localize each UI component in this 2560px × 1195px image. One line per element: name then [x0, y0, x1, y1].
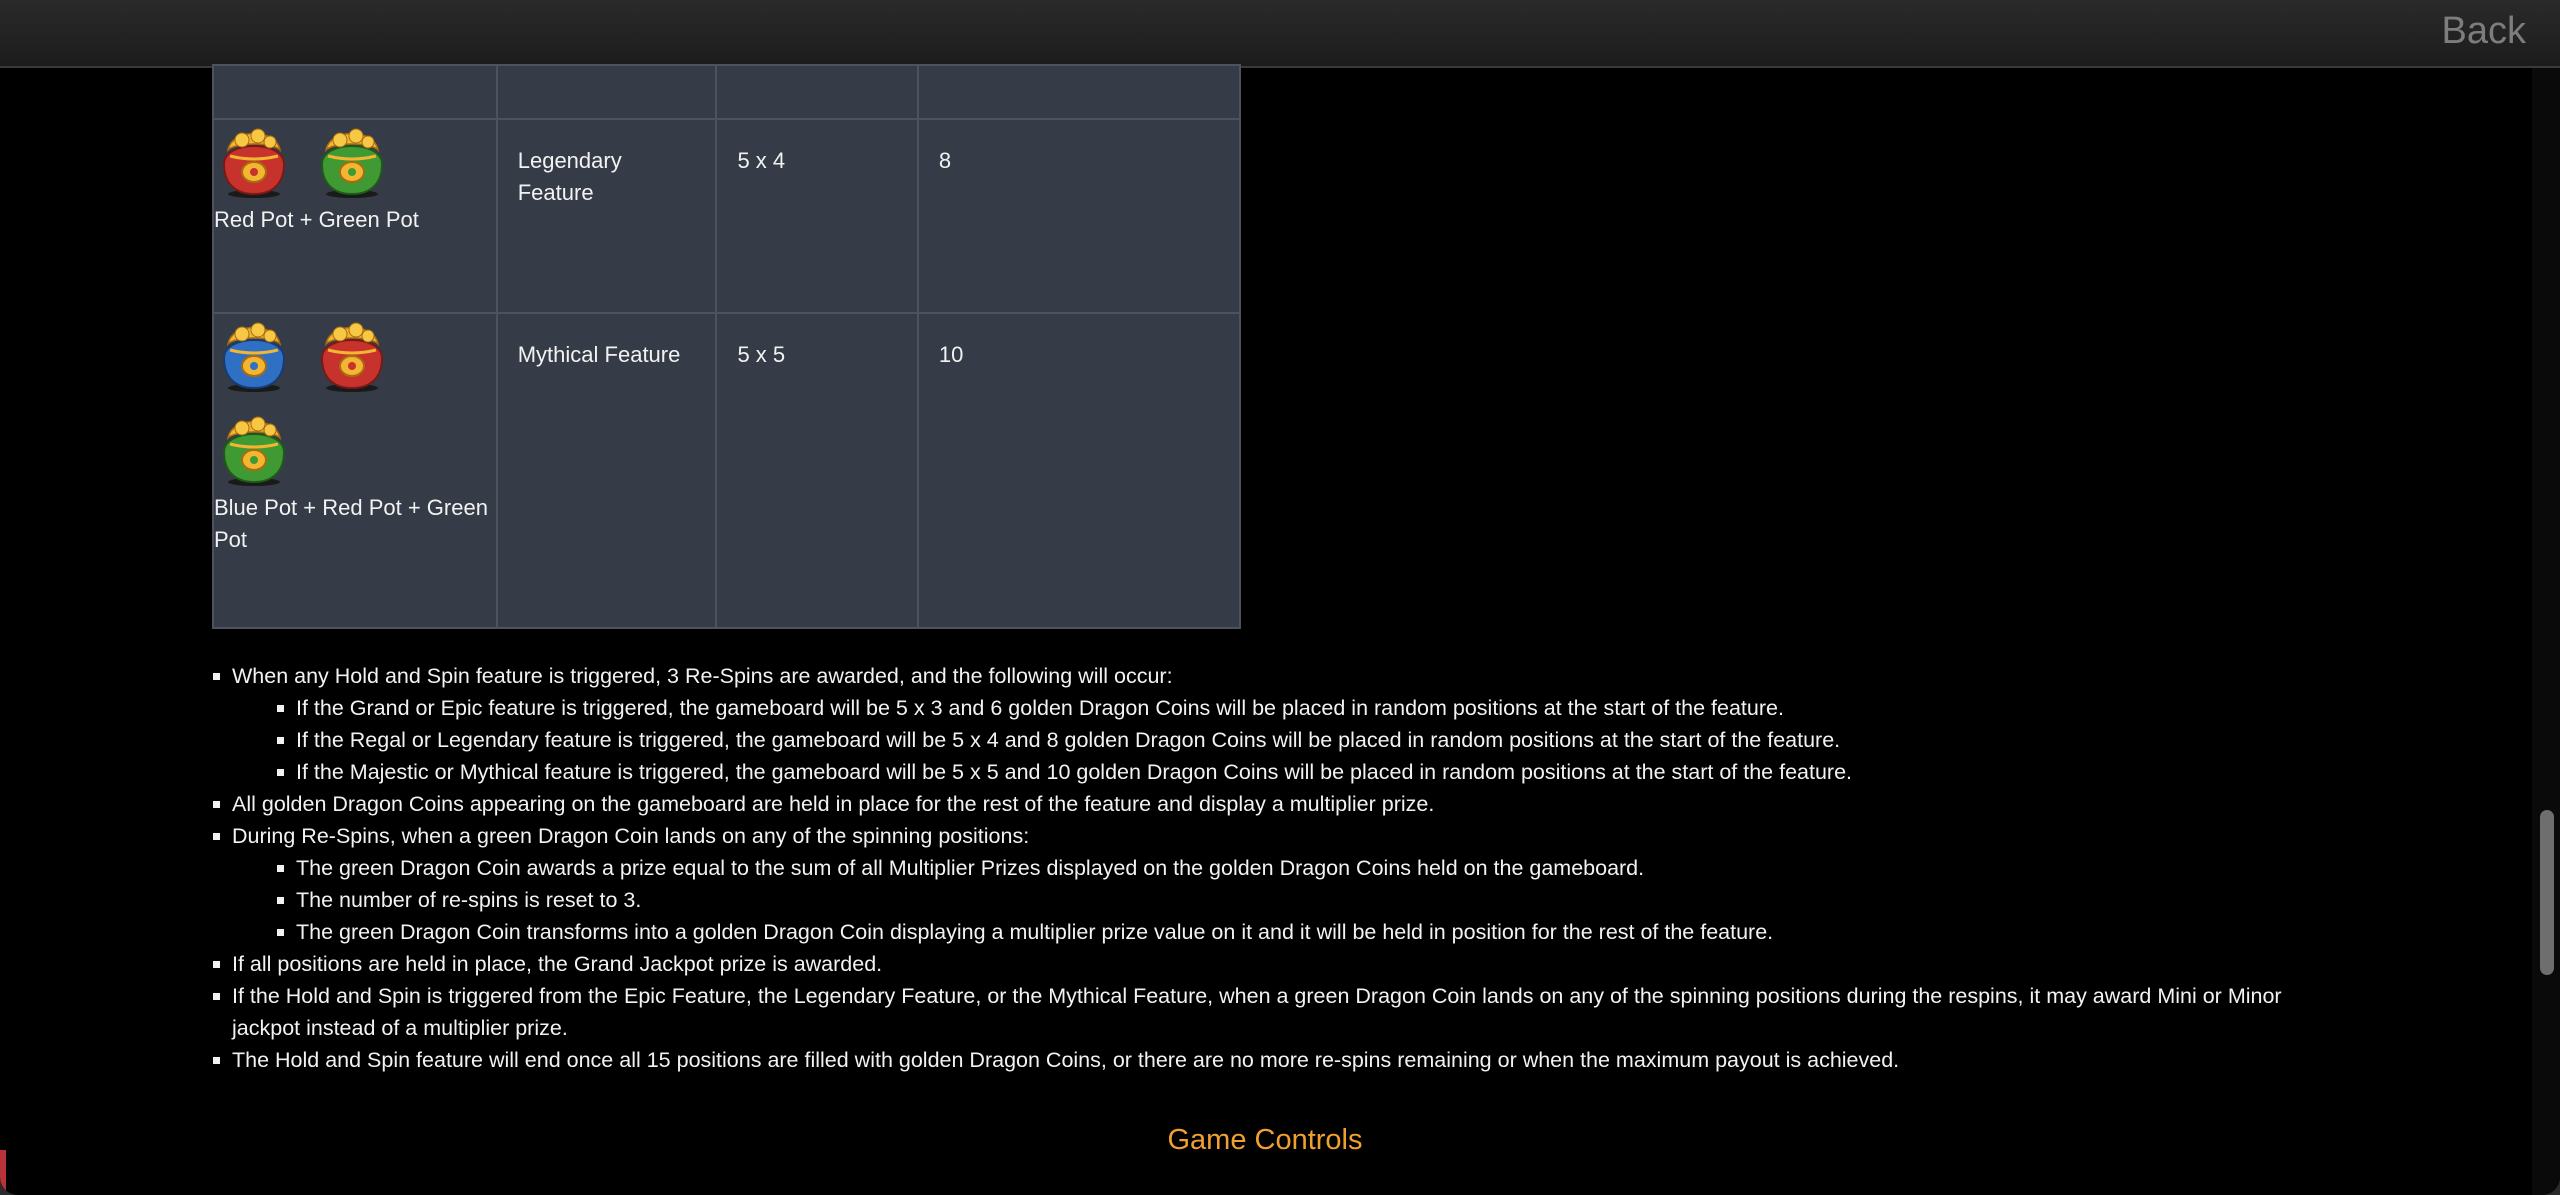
- list-item: [212, 820, 2292, 948]
- table-row: [213, 119, 1240, 313]
- list-item: The green Dragon Coin transforms into a golden Dragon Coin displaying a multiplier prize value on it and it will be held in position for the rest of the feature.: [276, 916, 2292, 948]
- gameboard-cell: [716, 313, 917, 628]
- red-pot-icon: [312, 314, 392, 394]
- feature-cell: [497, 119, 717, 313]
- rule-text: During Re-Spins, when a green Dragon Coin lands on any of the spinning positions:: [232, 824, 1030, 848]
- red-pot-icon: [214, 120, 294, 200]
- feature-name: Mythical Feature: [517, 342, 681, 367]
- symbol-label: Blue Pot + Red Pot + Green Pot: [214, 495, 488, 552]
- coins-cell: [918, 313, 1240, 628]
- rule-text: When any Hold and Spin feature is triggered, 3 Re-Spins are awarded, and the following will occur:: [232, 664, 1173, 688]
- table-cell: [918, 65, 1240, 119]
- pot-icons: [214, 314, 424, 488]
- list-item: If the Hold and Spin is triggered from the Epic Feature, the Legendary Feature, or the Mythical Feature, when a green Dragon Coin lands on any of the spinning positions during the respins, it may award Mini or Minor jackpot instead of a multiplier prize.: [212, 980, 2292, 1044]
- scrollbar[interactable]: [2532, 68, 2560, 1195]
- sub-list: [232, 852, 2292, 948]
- gameboard-size: 5 x 5: [737, 342, 786, 367]
- help-content: [0, 66, 2530, 1195]
- list-item: The number of re-spins is reset to 3.: [276, 884, 2292, 916]
- list-item: The green Dragon Coin awards a prize equal to the sum of all Multiplier Prizes displayed on the golden Dragon Coins held on the gameboard.: [276, 852, 2292, 884]
- table-row: [213, 65, 1240, 119]
- blue-pot-icon: [214, 314, 294, 394]
- table-row: [213, 313, 1240, 628]
- feature-cell: [497, 313, 717, 628]
- symbol-cell: [213, 119, 497, 313]
- list-item: If the Grand or Epic feature is triggered, the gameboard will be 5 x 3 and 6 golden Dragon Coins will be placed in random positions at the start of the feature.: [276, 692, 2292, 724]
- gameboard-cell: [716, 119, 917, 313]
- green-pot-icon: [214, 408, 294, 488]
- table-cell: [716, 65, 917, 119]
- coins-cell: [918, 119, 1240, 313]
- green-pot-icon: [312, 120, 392, 200]
- list-item: If the Regal or Legendary feature is triggered, the gameboard will be 5 x 4 and 8 golden Dragon Coins will be placed in random positions at the start of the feature.: [276, 724, 2292, 756]
- list-item: [212, 660, 2292, 788]
- table-cell: [213, 65, 497, 119]
- sub-list: [232, 692, 2292, 788]
- symbol-cell: [213, 313, 497, 628]
- pot-icons: [214, 120, 424, 200]
- list-item: If the Majestic or Mythical feature is triggered, the gameboard will be 5 x 5 and 10 golden Dragon Coins will be placed in random positions at the start of the feature.: [276, 756, 2292, 788]
- symbol-label: Red Pot + Green Pot: [214, 207, 419, 232]
- table-cell: [497, 65, 717, 119]
- feature-table: [212, 64, 1241, 629]
- gameboard-size: 5 x 4: [737, 148, 786, 173]
- game-controls-heading: Game Controls: [1167, 1124, 1363, 1156]
- coin-count: 8: [938, 148, 952, 173]
- list-item: If all positions are held in place, the Grand Jackpot prize is awarded.: [212, 948, 2292, 980]
- back-button[interactable]: Back: [2441, 10, 2526, 52]
- feature-name: Legendary Feature: [517, 148, 622, 205]
- list-item: The Hold and Spin feature will end once all 15 positions are filled with golden Dragon Coins, or there are no more re-spins remaining or when the maximum payout is achieved.: [212, 1044, 2292, 1076]
- list-item: All golden Dragon Coins appearing on the gameboard are held in place for the rest of the feature and display a multiplier prize.: [212, 788, 2292, 820]
- top-bar: [0, 0, 2560, 68]
- coin-count: 10: [938, 342, 964, 367]
- rules-list: [212, 660, 2292, 1076]
- scrollbar-thumb[interactable]: [2540, 810, 2554, 975]
